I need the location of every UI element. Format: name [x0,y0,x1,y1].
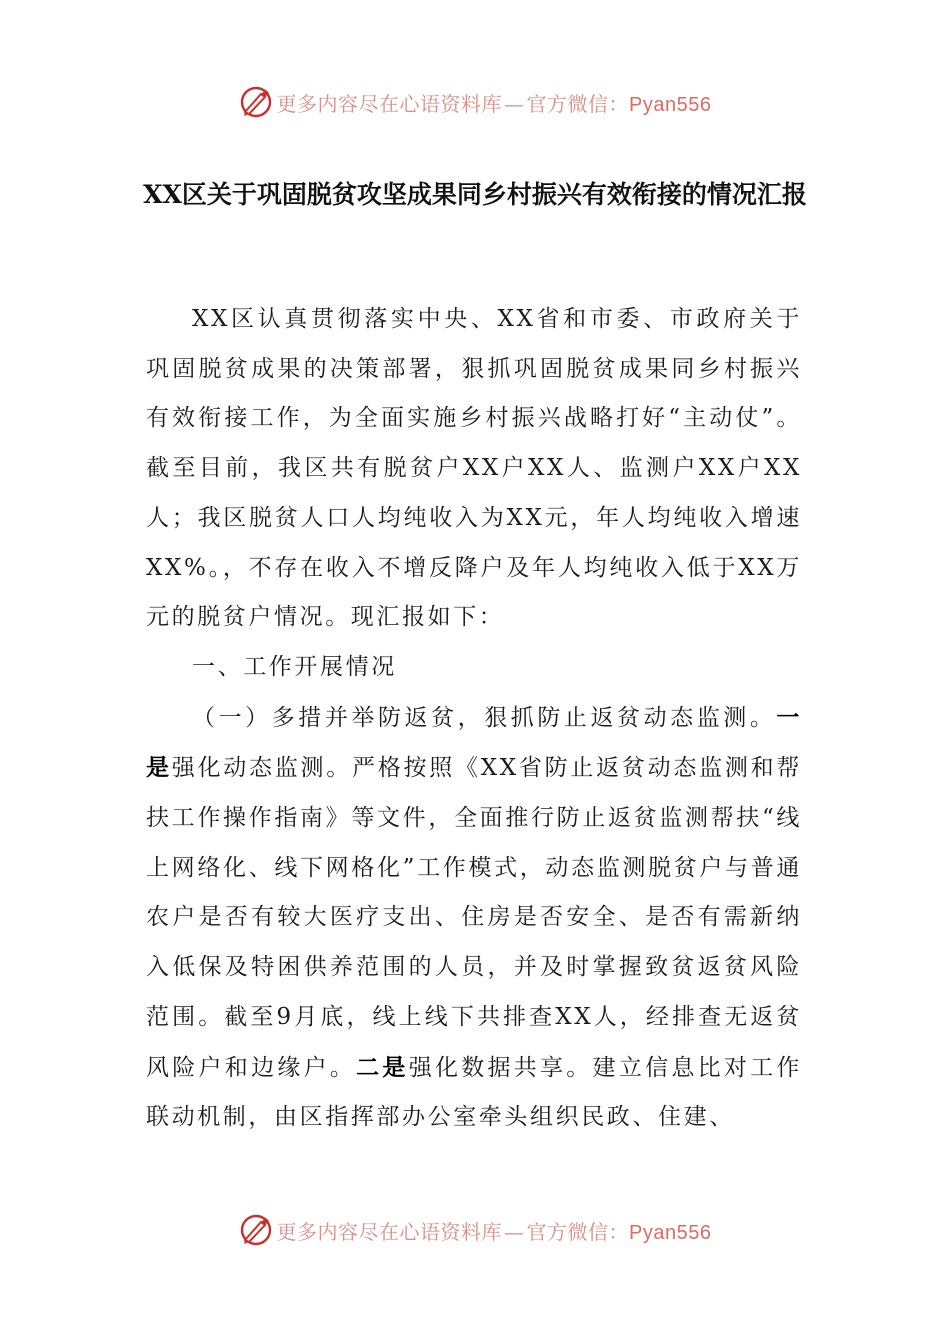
document-body [146,295,802,1143]
pen-logo-icon [239,85,273,119]
watermark-site-text: 更多内容尽在心语资料库 [276,1219,503,1244]
watermark-handle: Pyan556 [629,1221,712,1244]
document-title: XX区关于巩固脱贫攻坚成果同乡村振兴有效衔接的情况汇报 [143,180,807,209]
pen-logo-icon [239,1213,273,1247]
paragraph-text-second: 强化数据共享。建立信息比对工作联动机制，由区指挥部办公室牵头组织民政、住建、 [146,1054,803,1131]
watermark-separator: — [504,1219,525,1244]
keyword-second: 二是 [356,1053,409,1081]
watermark-site-text: 更多内容尽在心语资料库 [276,91,503,116]
watermark-separator: — [504,91,525,116]
footer-watermark [0,1210,950,1250]
body-paragraph [146,693,802,1143]
watermark-label: 官方微信： [526,91,630,116]
section-heading: 一、工作开展情况 [192,653,397,680]
keyword-first: 一是 [146,703,802,782]
watermark-label: 官方微信： [526,1219,630,1244]
header-watermark [0,82,950,122]
paragraph-lead: （一）多措并举防返贫，狠抓防止返贫动态监测。 [192,704,777,731]
paragraph-text-first: 强化动态监测。严格按照《XX省防止返贫动态监测和帮扶工作操作指南》等文件，全面推行防止返贫监测帮扶“线上网络化、线下网格化”工作模式，动态监测脱贫户与普通农户是否有较大医疗支出、住房是否安全、是否有需新纳入低保及特困供养范围的人员，并及时掌握致贫返贫风险范围。截至9月底，线上线下共排查XX人，经排查无返贫风险户和边缘户。 [146,755,803,1081]
intro-paragraph: XX区认真贯彻落实中央、XX省和市委、市政府关于巩固脱贫成果的决策部署，狠抓巩固脱贫成果同乡村振兴有效衔接工作，为全面实施乡村振兴战略打好“主动仗”。截至目前，我区共有脱贫户XX户XX人、监测户XX户XX人；我区脱贫人口人均纯收入为XX元，年人均纯收入增速XX%。，不存在收入不增反降户及年人均纯收入低于XX万元的脱贫户情况。现汇报如下： [146,306,802,631]
watermark-handle: Pyan556 [629,93,712,116]
